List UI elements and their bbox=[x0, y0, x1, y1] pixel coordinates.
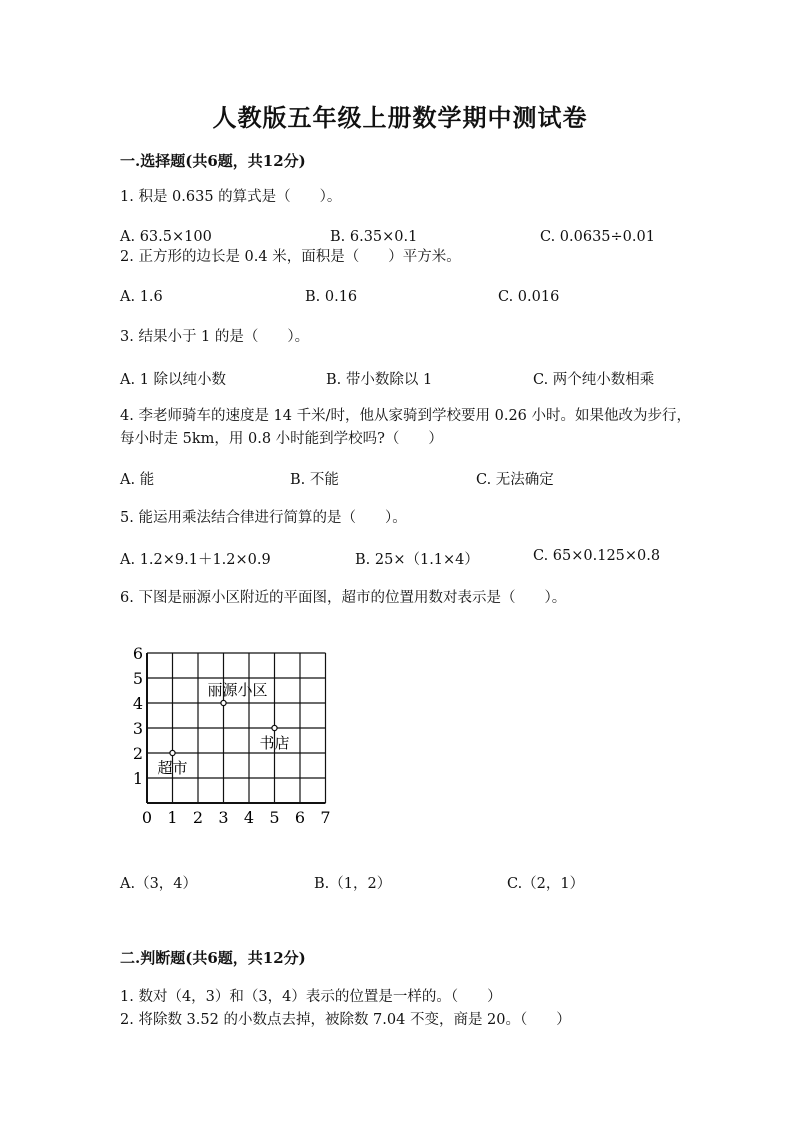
q2-option-b: B. 0.16 bbox=[305, 289, 358, 305]
q5-option-c: C. 65×0.125×0.8 bbox=[533, 548, 661, 564]
q6-option-a: A.（3，4） bbox=[120, 876, 198, 892]
q2-option-c: C. 0.016 bbox=[498, 289, 560, 305]
q3-option-c: C. 两个纯小数相乘 bbox=[533, 372, 655, 388]
y-tick-label: 5 bbox=[132, 669, 144, 688]
y-tick-label: 4 bbox=[132, 694, 144, 713]
x-tick-label: 2 bbox=[192, 808, 204, 827]
x-tick-label: 1 bbox=[167, 808, 178, 827]
x-tick-label: 3 bbox=[218, 808, 229, 827]
q5-option-a: A. 1.2×9.1＋1.2×0.9 bbox=[120, 552, 271, 568]
q4-option-b: B. 不能 bbox=[290, 472, 339, 488]
question-3: 3. 结果小于 1 的是（ ）。 bbox=[120, 329, 310, 345]
judge-question-1: 1. 数对（4，3）和（3，4）表示的位置是一样的。（ ） bbox=[120, 989, 502, 1005]
q3-option-b: B. 带小数除以 1 bbox=[326, 372, 433, 388]
q1-option-c: C. 0.0635÷0.01 bbox=[540, 229, 655, 245]
question-5: 5. 能运用乘法结合律进行简算的是（ ）。 bbox=[120, 510, 407, 526]
q6-option-c: C.（2，1） bbox=[507, 876, 585, 892]
q6-option-b: B.（1，2） bbox=[314, 876, 392, 892]
q3-option-a: A. 1 除以纯小数 bbox=[120, 372, 227, 388]
x-tick-label: 5 bbox=[269, 808, 280, 827]
place-point bbox=[170, 750, 175, 755]
y-tick-label: 3 bbox=[132, 719, 144, 738]
place-label: 书店 bbox=[259, 734, 290, 752]
coordinate-grid-map bbox=[120, 638, 350, 833]
place-point bbox=[272, 725, 277, 730]
question-6: 6. 下图是丽源小区附近的平面图，超市的位置用数对表示是（ ）。 bbox=[120, 590, 567, 606]
x-tick-label: 7 bbox=[320, 808, 331, 827]
page-title: 人教版五年级上册数学期中测试卷 bbox=[212, 103, 588, 132]
q4-option-c: C. 无法确定 bbox=[476, 472, 554, 488]
place-label: 丽源小区 bbox=[207, 681, 268, 699]
question-4: 4. 李老师骑车的速度是 14 千米/时，他从家骑到学校要用 0.26 小时。如果他改为步行，每小时走 5km，用 0.8 小时能到学校吗?（ ） bbox=[120, 408, 691, 447]
q4-option-a: A. 能 bbox=[120, 472, 155, 488]
question-2: 2. 正方形的边长是 0.4 米，面积是（ ）平方米。 bbox=[120, 249, 461, 265]
place-point bbox=[221, 700, 226, 705]
q5-option-b: B. 25×（1.1×4） bbox=[355, 552, 479, 568]
q1-option-b: B. 6.35×0.1 bbox=[330, 229, 418, 245]
y-tick-label: 1 bbox=[132, 769, 144, 788]
x-tick-label: 0 bbox=[141, 808, 153, 827]
x-tick-label: 4 bbox=[243, 808, 255, 827]
section-heading-choice: 一.选择题(共6题，共12分) bbox=[120, 152, 306, 170]
q1-option-a: A. 63.5×100 bbox=[120, 229, 212, 245]
x-tick-label: 6 bbox=[294, 808, 306, 827]
y-tick-label: 2 bbox=[132, 744, 144, 763]
y-tick-label: 6 bbox=[132, 644, 144, 663]
judge-question-2: 2. 将除数 3.52 的小数点去掉，被除数 7.04 不变，商是 20。（ ） bbox=[120, 1012, 571, 1028]
q2-option-a: A. 1.6 bbox=[120, 289, 163, 305]
place-label: 超市 bbox=[157, 759, 188, 777]
section-heading-judge: 二.判断题(共6题，共12分) bbox=[120, 949, 306, 967]
question-1: 1. 积是 0.635 的算式是（ ）。 bbox=[120, 189, 342, 205]
